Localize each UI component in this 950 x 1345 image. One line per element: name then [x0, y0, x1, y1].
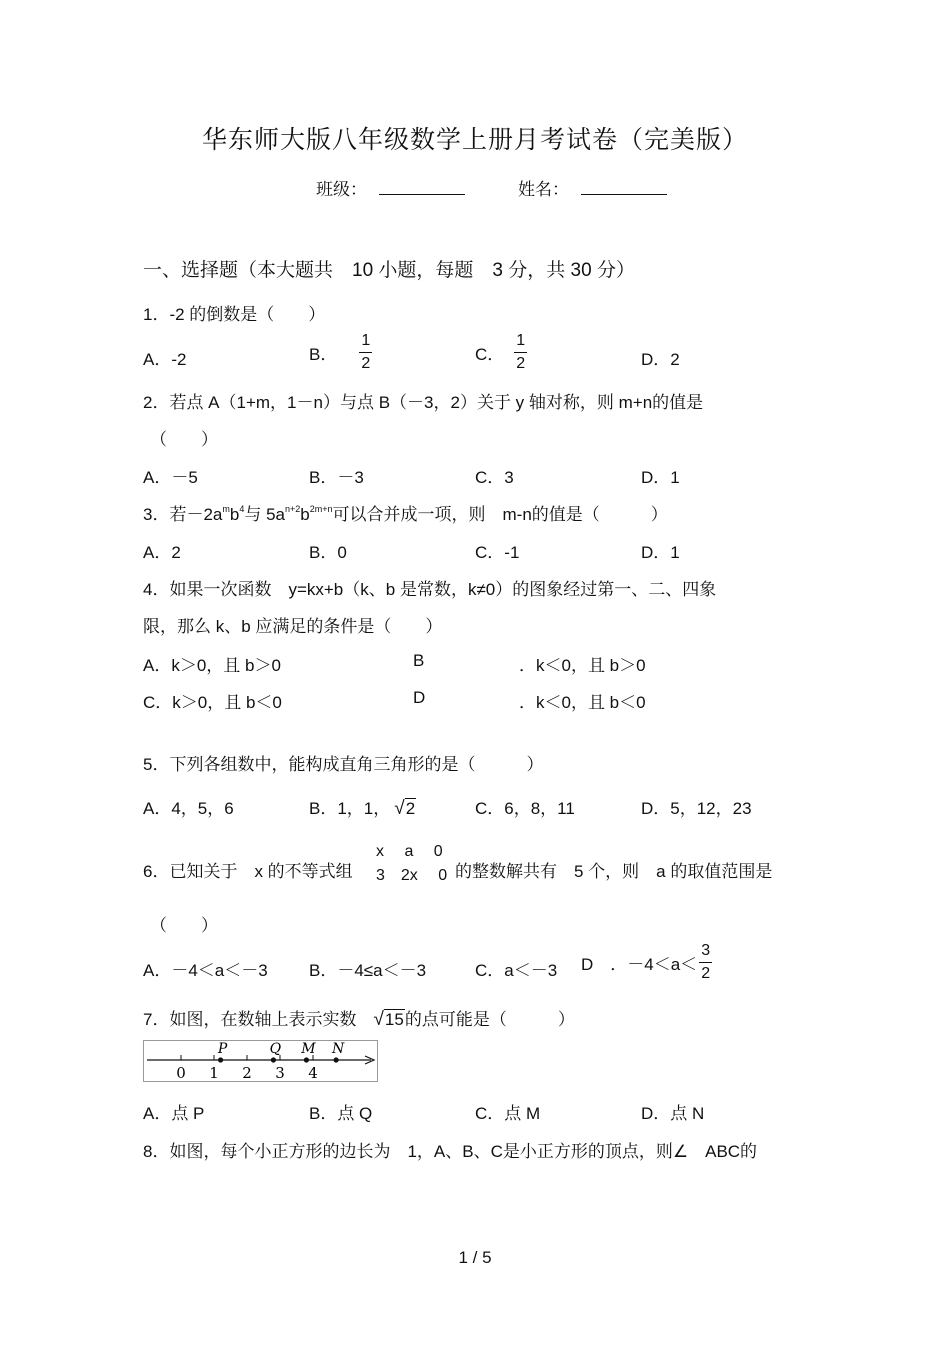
question-6: 6．已知关于 x 的不等式组 [143, 862, 353, 881]
q3-part: b [229, 505, 240, 524]
question-7-stem: 7．如图，在数轴上表示实数 [143, 1010, 374, 1029]
q6-option-d [581, 943, 712, 982]
axis-point-label: P [217, 1041, 228, 1057]
q1-option-b-label: B． [309, 345, 338, 364]
q5-option-b [309, 794, 416, 820]
sqrt-expression [373, 1009, 404, 1031]
radical-sign-icon: √ [394, 798, 405, 819]
axis-point-label: N [331, 1041, 345, 1057]
q4-option-c: C．k＞0，且 b＜0 [143, 693, 282, 712]
q3-exponent: n+2 [285, 504, 301, 514]
class-field [316, 175, 465, 200]
question-7-tail: 的点可能是（ ） [404, 1010, 575, 1029]
q7-option-d: D．点 N [641, 1104, 705, 1123]
q6-option-c: C．a＜－3 [475, 961, 558, 980]
q7-option-a: A．点 P [143, 1104, 205, 1123]
number-line-figure [143, 1040, 379, 1083]
section-heading: 一、选择题（本大题共 10 小题，每题 3 分，共 30 分） [143, 260, 635, 281]
q4-option-a: A．k＞0，且 b＞0 [143, 656, 281, 675]
axis-tick-label: 0 [176, 1064, 186, 1082]
question-7 [143, 1005, 575, 1031]
axis-point-label: M [301, 1041, 316, 1057]
q3-part: 可以合并成一项，则 m-n的值是（ ） [332, 505, 668, 524]
inequality-system [376, 840, 447, 888]
q7-option-c: C．点 M [475, 1104, 541, 1123]
q1-option-b-fraction [359, 333, 372, 372]
question-4: 4．如果一次函数 y=kx+b（k、b 是常数，k≠0）的图象经过第一、二、四象 [143, 580, 717, 599]
q4-option-d-letter: D [413, 688, 426, 707]
q4-option-b-letter: B [413, 651, 425, 670]
q3-option-d: D．1 [641, 543, 680, 562]
question-6-tail: 的整数解共有 5 个，则 a 的取值范围是 [455, 862, 773, 881]
q3-part: 与 5a [244, 505, 285, 524]
page-title: 华东师大版八年级数学上册月考试卷（完美版） [201, 125, 748, 154]
q1-option-a: A．-2 [143, 350, 187, 369]
q5-option-c: C．6，8，11 [475, 799, 575, 818]
fraction-numerator: 1 [514, 333, 527, 353]
axis-point [218, 1057, 223, 1062]
class-blank[interactable] [379, 180, 465, 195]
q5-option-b-label: B．1，1， [309, 799, 391, 818]
question-8: 8．如图，每个小正方形的边长为 1，A、B、C是小正方形的顶点，则∠ ABC的 [143, 1142, 758, 1161]
axis-tick-label: 4 [308, 1064, 318, 1082]
fraction-denominator: 2 [701, 965, 711, 982]
q4-option-d: ．k＜0，且 b＜0 [519, 693, 646, 712]
class-label: 班级： [316, 180, 367, 199]
axis-tick-label: 3 [275, 1064, 285, 1082]
fraction-numerator: 3 [699, 943, 712, 963]
axis-tick-label: 1 [209, 1064, 219, 1082]
fraction-denominator: 2 [516, 355, 526, 372]
q1-option-c [475, 333, 527, 372]
radicand: 2 [405, 799, 416, 818]
q1-option-d: D．2 [641, 350, 680, 369]
axis-point [334, 1057, 339, 1062]
q3-part: b [300, 505, 310, 524]
q2-option-c: C．3 [475, 468, 514, 487]
q3-exponent: 4 [239, 504, 245, 514]
q3-part: 3．若－2a [143, 505, 223, 524]
q2-option-d: D．1 [641, 468, 680, 487]
q3-exponent: m [222, 504, 230, 514]
q3-option-b: B．0 [309, 543, 347, 562]
fraction-numerator: 1 [359, 333, 372, 353]
q6-option-b: B．－4≤a＜－3 [309, 961, 427, 980]
q2-option-a: A．－5 [143, 468, 198, 487]
inequality-row-2: 3 2x 0 [376, 867, 448, 884]
q3-exponent: 2m+n [309, 504, 333, 514]
q6-option-a: A．－4＜a＜－3 [143, 961, 268, 980]
inequality-row-1: x a 0 [376, 843, 443, 860]
q7-option-b: B．点 Q [309, 1104, 373, 1123]
q1-option-c-label: C． [475, 345, 505, 364]
axis-tick-label: 2 [242, 1064, 252, 1082]
name-blank[interactable] [581, 180, 667, 195]
question-6-continued: （ ） [150, 916, 218, 935]
radicand: 15 [384, 1010, 404, 1029]
q3-option-c: C．-1 [475, 543, 520, 562]
q6-option-d-fraction [699, 943, 712, 982]
question-4-continued: 限，那么 k、b 应满足的条件是（ ） [143, 617, 443, 636]
q4-option-b: ．k＜0，且 b＞0 [519, 656, 646, 675]
axis-point [271, 1057, 276, 1062]
name-field [518, 175, 667, 200]
question-1: 1．-2 的倒数是（ ） [143, 305, 326, 324]
sqrt-expression [394, 798, 416, 820]
q2-option-b: B．－3 [309, 468, 364, 487]
question-5: 5．下列各组数中，能构成直角三角形的是（ ） [143, 755, 544, 774]
q3-option-a: A．2 [143, 543, 181, 562]
q1-option-c-fraction [514, 333, 527, 372]
question-2-continued: （ ） [150, 430, 218, 449]
fraction-denominator: 2 [361, 355, 371, 372]
q6-option-d-label: D ．－4＜a＜ [581, 955, 698, 974]
name-label: 姓名： [518, 180, 569, 199]
question-3 [143, 500, 668, 525]
question-2: 2．若点 A（1+m，1－n）与点 B（－3，2）关于 y 轴对称，则 m+n的值是 [143, 393, 704, 412]
q1-option-b [309, 333, 372, 372]
radical-sign-icon: √ [373, 1009, 384, 1030]
axis-point [304, 1057, 309, 1062]
axis-point-label: Q [269, 1041, 282, 1057]
q5-option-d: D．5，12，23 [641, 799, 752, 818]
page-number: 1 / 5 [458, 1248, 492, 1267]
q5-option-a: A．4，5，6 [143, 799, 234, 818]
